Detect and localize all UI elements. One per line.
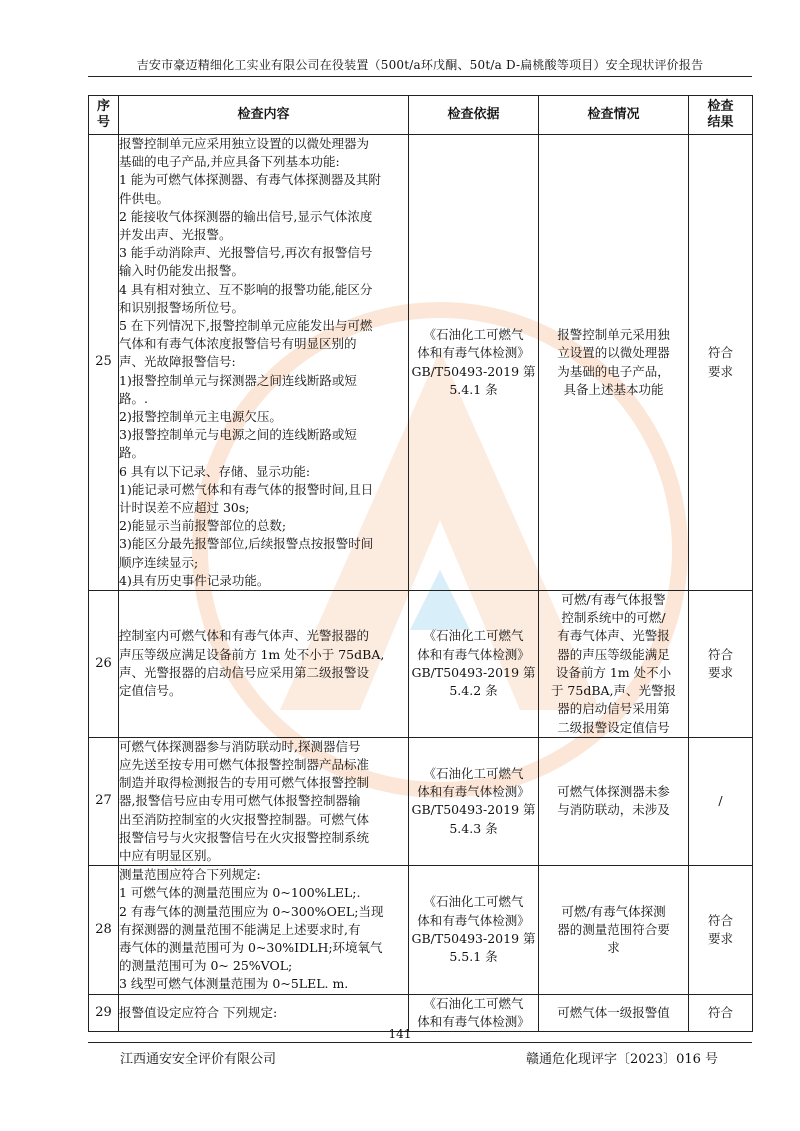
inspection-content-line: 1)报警控制单元与探测器之间连线断路或短 <box>119 372 357 388</box>
inspection-content-line: 有探测器的测量范围不能满足上述要求时,有 <box>119 921 361 937</box>
inspection-basis-line: 5.4.2 条 <box>449 683 498 699</box>
inspection-content-line: 1)能记录可燃气体和有毒气体的报警时间,且日 <box>119 481 374 497</box>
inspection-basis-line: 《石油化工可燃气 <box>423 894 524 910</box>
inspection-result <box>689 866 753 994</box>
inspection-content-line: 路。 <box>119 445 145 461</box>
inspection-situation <box>539 591 689 738</box>
inspection-content <box>119 994 409 1031</box>
inspection-situation-line: 可燃/有毒气体报警 <box>561 592 666 608</box>
inspection-content-line: 1 能为可燃气体探测器、有毒气体探测器及其附 <box>119 172 381 188</box>
inspection-situation-line: 为基础的电子产品， <box>557 363 670 379</box>
header-divider <box>88 76 752 77</box>
inspection-result-line: 符合 <box>707 345 733 361</box>
inspection-content-line: 路。. <box>119 390 148 406</box>
inspection-table <box>88 95 753 1032</box>
inspection-situation-line: 与消防联动，未涉及 <box>557 802 670 818</box>
inspection-situation-line: 控制系统中的可燃/ <box>561 610 666 626</box>
inspection-basis-line: 5.4.1 条 <box>449 381 498 397</box>
inspection-content-line: 计时误差不应超过 30s; <box>119 500 250 516</box>
inspection-content-line: 4)具有历史事件记录功能。 <box>119 572 270 588</box>
inspection-basis <box>409 135 539 591</box>
inspection-content-line: 报警控制单元应采用独立设置的以微处理器为 <box>119 136 370 151</box>
inspection-situation-line: 设备前方 1m 处不小 <box>555 664 672 680</box>
inspection-situation-line: 可燃/有毒气体探测 <box>561 903 666 919</box>
inspection-situation-line: 求 <box>607 939 620 955</box>
inspection-content-line: 4 具有相对独立、互不影响的报警功能,能区分 <box>119 281 373 297</box>
inspection-result-line: 符合 <box>707 646 733 662</box>
inspection-situation-line: 器的启动信号采用第 <box>557 701 670 717</box>
inspection-situation-line: 立设置的以微处理器 <box>557 345 670 361</box>
inspection-basis-line: GB/T50493-2019 第 <box>411 930 536 946</box>
column-header-result: 检查 结果 <box>689 96 753 135</box>
footer-document-number: 赣通危化现评字〔2023〕016 号 <box>526 1052 719 1067</box>
inspection-basis-line: GB/T50493-2019 第 <box>411 802 536 818</box>
inspection-content-line: 声压等级应满足设备前方 1m 处不小于 75dBA, <box>119 646 385 662</box>
inspection-content-line: 和识别报警场所位号。 <box>119 299 245 315</box>
table-row <box>89 737 753 865</box>
inspection-content-line: 3)报警控制单元与电源之间的连线断路或短 <box>119 427 357 443</box>
document-header: 吉安市豪迈精细化工实业有限公司在役装置（500t/a环戊酮、50t/a D-扁桃酸等项目）安全现状评价报告 <box>136 58 704 72</box>
inspection-basis-line: 《石油化工可燃气 <box>423 995 524 1011</box>
inspection-situation-line: 二级报警设定值信号 <box>557 719 670 735</box>
column-header-basis: 检查依据 <box>409 96 539 135</box>
inspection-content-line: 报警信号与火灾报警信号在火灾报警控制系统 <box>119 829 370 845</box>
inspection-content-line: 5 在下列情况下,报警控制单元应能发出与可燃 <box>119 318 373 334</box>
table-row <box>89 866 753 994</box>
inspection-situation-line: 有毒气体声、光警报 <box>557 628 670 644</box>
inspection-basis-line: GB/T50493-2019 第 <box>411 363 536 379</box>
table-header-row <box>89 96 753 135</box>
row-number: 29 <box>89 994 119 1031</box>
inspection-content-line: 制造并取得检测报告的专用可燃气体报警控制 <box>119 775 370 791</box>
inspection-situation-line: 具备上述基本功能 <box>563 381 664 397</box>
inspection-content-line: 定值信号。 <box>119 683 182 699</box>
inspection-basis <box>409 866 539 994</box>
inspection-result <box>689 135 753 591</box>
inspection-content-line: 3 线型可燃气体测量范围为 0~5LEL. m. <box>119 976 349 992</box>
inspection-basis-line: 《石油化工可燃气 <box>423 327 524 343</box>
row-number: 28 <box>89 866 119 994</box>
inspection-content-line: 测量范围应符合下列规定: <box>119 867 261 883</box>
column-header-content: 检查内容 <box>119 96 409 135</box>
inspection-basis-line: 体和有毒气体检测》 <box>417 912 530 928</box>
inspection-result-line: 要求 <box>707 664 733 680</box>
inspection-basis-line: 《石油化工可燃气 <box>423 628 524 644</box>
inspection-situation-line: 器的测量范围符合要 <box>557 921 670 937</box>
inspection-content-line: 6 具有以下记录、存储、显示功能: <box>119 463 311 479</box>
inspection-content-line: 顺序连续显示; <box>119 554 199 570</box>
inspection-content-line: 3 能手动消除声、光报警信号,再次有报警信号 <box>119 245 373 261</box>
inspection-result-line: 符合 <box>707 912 733 928</box>
inspection-basis <box>409 737 539 865</box>
inspection-situation-line: 可燃气体探测器未参 <box>557 784 670 800</box>
inspection-situation <box>539 994 689 1031</box>
inspection-result-line: 要求 <box>707 363 733 379</box>
inspection-content-line: 基础的电子产品,并应具备下列基本功能: <box>119 154 340 170</box>
inspection-content-line: 声、光故障报警信号: <box>119 354 236 370</box>
inspection-content <box>119 135 409 591</box>
inspection-situation-line: 器的声压等级能满足 <box>557 646 670 662</box>
table-row <box>89 135 753 591</box>
inspection-basis-line: 《石油化工可燃气 <box>423 766 524 781</box>
inspection-content-line: 2 有毒气体的测量范围应为 0~300%OEL;当现 <box>119 903 384 919</box>
inspection-situation-line: 报警控制单元采用独 <box>557 327 670 343</box>
row-number: 27 <box>89 737 119 865</box>
inspection-result-line: 符合 <box>707 1004 733 1020</box>
inspection-result-line: / <box>718 793 723 809</box>
inspection-basis-line: 5.4.3 条 <box>449 820 498 836</box>
inspection-basis-line: 体和有毒气体检测》 <box>417 784 530 800</box>
row-number: 26 <box>89 591 119 738</box>
inspection-content-line: 1 可燃气体的测量范围应为 0~100%LEL;. <box>119 885 361 901</box>
inspection-content-line: 的测量范围可为 0~ 25%VOL; <box>119 958 293 974</box>
inspection-situation <box>539 737 689 865</box>
inspection-content-line: 3)能区分最先报警部位,后续报警点按报警时间 <box>119 536 374 552</box>
inspection-basis-line: 体和有毒气体检测》 <box>417 646 530 662</box>
inspection-situation <box>539 135 689 591</box>
inspection-content <box>119 737 409 865</box>
column-header-situation: 检查情况 <box>539 96 689 135</box>
table-row <box>89 994 753 1031</box>
footer-divider <box>88 1042 752 1043</box>
inspection-content-line: 中应有明显区别。 <box>119 847 220 863</box>
inspection-content-line: 2)报警控制单元主电源欠压。 <box>119 409 282 425</box>
inspection-result <box>689 591 753 738</box>
inspection-basis <box>409 591 539 738</box>
column-header-number: 序 号 <box>89 96 119 135</box>
footer-company: 江西通安安全评价有限公司 <box>120 1052 277 1067</box>
inspection-content-line: 器,报警信号应由专用可燃气体报警控制器输 <box>119 793 361 809</box>
inspection-content <box>119 866 409 994</box>
inspection-content-line: 并发出声、光报警。 <box>119 227 232 243</box>
inspection-situation <box>539 866 689 994</box>
inspection-content-line: 可燃气体探测器参与消防联动时,探测器信号 <box>119 738 361 754</box>
inspection-situation-line: 可燃气体一级报警值 <box>557 1004 670 1020</box>
inspection-content-line: 声、光警报器的启动信号应采用第二级报警设 <box>119 664 370 680</box>
inspection-content-line: 输入时仍能发出报警。 <box>119 263 245 279</box>
inspection-content <box>119 591 409 738</box>
inspection-basis-line: 体和有毒气体检测》 <box>417 1013 530 1029</box>
inspection-basis <box>409 994 539 1031</box>
page-number: 141 <box>388 1027 412 1041</box>
inspection-content-line: 应先送至按专用可燃气体报警控制器产品标准 <box>119 756 370 772</box>
inspection-content-line: 控制室内可燃气体和有毒气体声、光警报器的 <box>119 628 370 644</box>
inspection-content-line: 毒气体的测量范围可为 0~30%IDLH;环境氧气 <box>119 939 383 955</box>
inspection-content-line: 2 能接收气体探测器的输出信号,显示气体浓度 <box>119 208 373 224</box>
inspection-content-line: 报警值设定应符合 下列规定: <box>119 1004 278 1020</box>
inspection-content-line: 件供电。 <box>119 190 170 206</box>
inspection-content-line: 出至消防控制室的火灾报警控制器。可燃气体 <box>119 811 370 827</box>
inspection-situation-line: 于 75dBA,声、光警报 <box>550 683 677 699</box>
inspection-result <box>689 994 753 1031</box>
inspection-basis-line: GB/T50493-2019 第 <box>411 664 536 680</box>
inspection-content-line: 2)能显示当前报警部位的总数; <box>119 518 287 534</box>
inspection-result <box>689 737 753 865</box>
inspection-basis-line: 5.5.1 条 <box>449 949 498 965</box>
inspection-content-line: 气体和有毒气体浓度报警信号有明显区别的 <box>119 336 357 352</box>
inspection-basis-line: 体和有毒气体检测》 <box>417 345 530 361</box>
row-number: 25 <box>89 135 119 591</box>
table-row <box>89 591 753 738</box>
inspection-result-line: 要求 <box>707 930 733 946</box>
